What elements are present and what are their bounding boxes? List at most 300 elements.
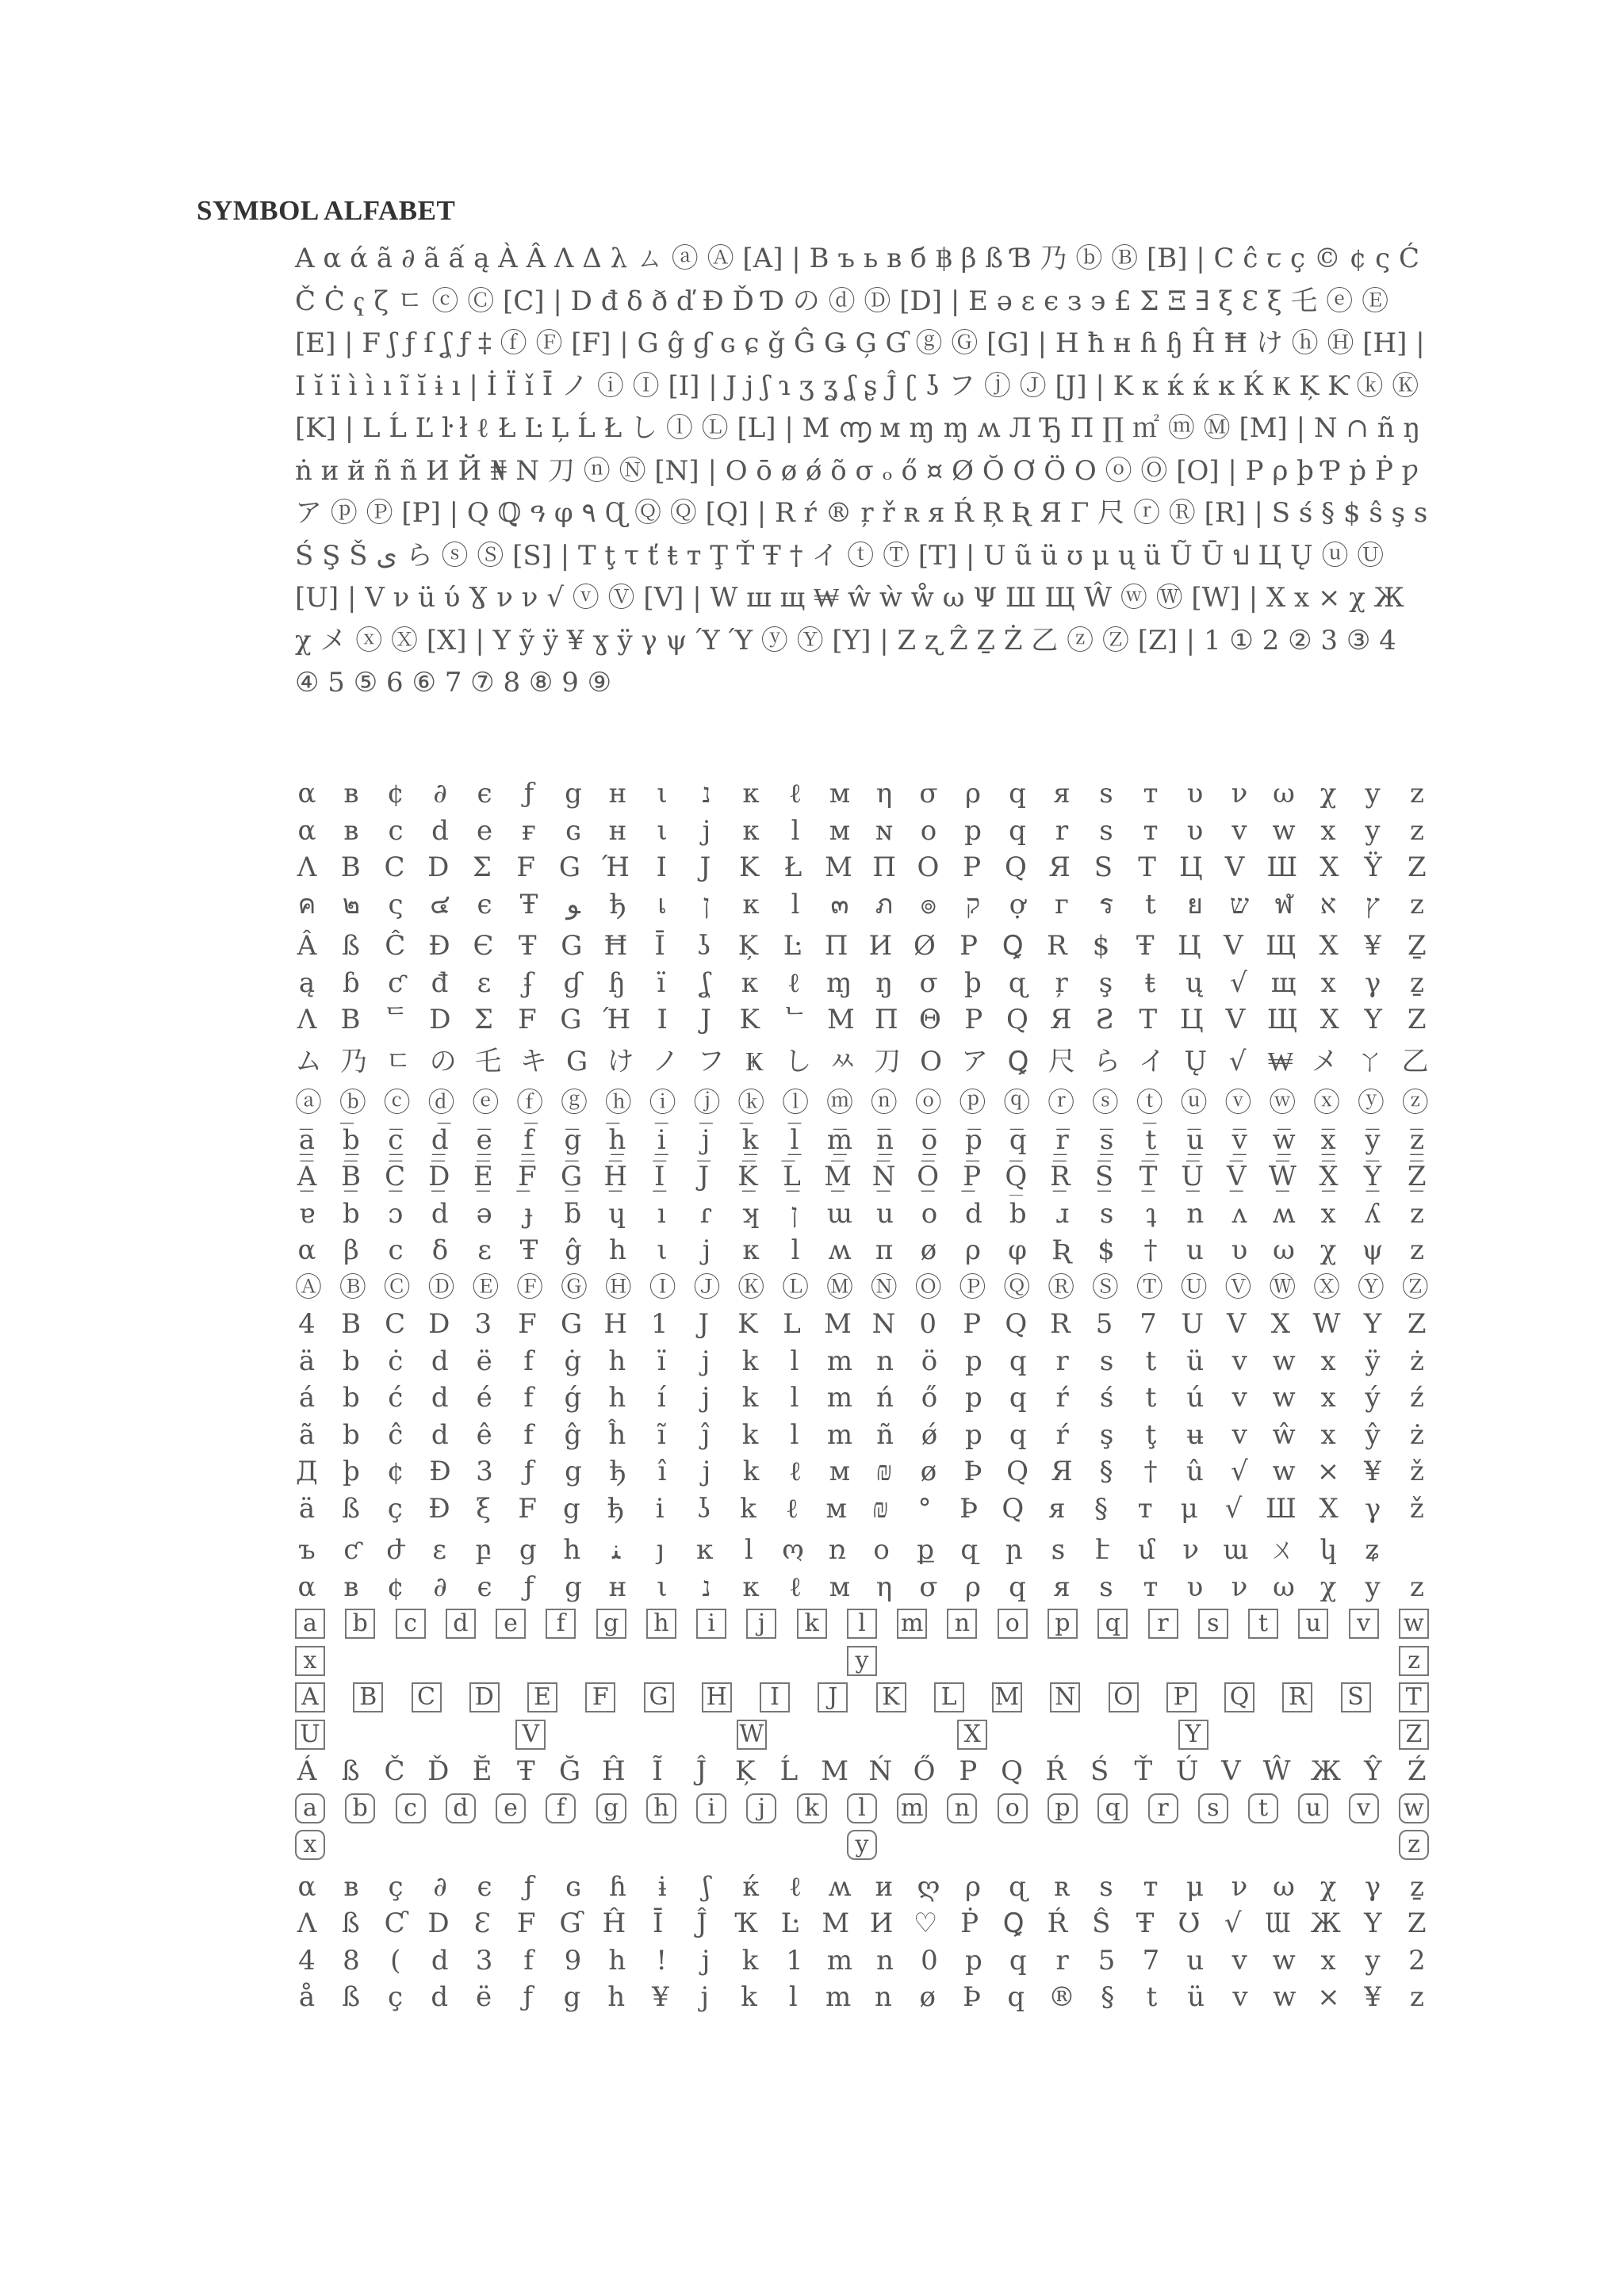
glyph: ε — [432, 1534, 447, 1566]
glyph: ƒ — [523, 1870, 534, 1903]
glyph: ţ — [1145, 1418, 1157, 1451]
glyph: m — [826, 1345, 853, 1377]
glyph: n — [947, 1793, 977, 1823]
glyph: J — [699, 851, 711, 883]
glyph: Č — [384, 1755, 405, 1787]
alphabet-row — [295, 1979, 1429, 2016]
glyph: j — [701, 1382, 710, 1414]
glyph: q̲̅ — [1009, 1123, 1027, 1156]
glyph: ɹ — [1055, 1197, 1070, 1230]
glyph: u̲̅ — [1186, 1123, 1205, 1156]
glyph: η — [875, 778, 893, 809]
glyph: Λ — [297, 1908, 317, 1939]
glyph: η — [875, 1571, 893, 1603]
glyph: V — [1225, 1004, 1246, 1035]
glyph: ü — [1186, 1345, 1205, 1377]
glyph: к — [742, 1571, 760, 1603]
glyph: w — [1272, 1345, 1296, 1377]
glyph: Ⓟ — [959, 1271, 986, 1303]
glyph: ƒ — [523, 1981, 534, 2013]
glyph: l — [791, 1234, 800, 1266]
glyph: Ꝗ — [1007, 1045, 1029, 1077]
glyph: ๓ — [830, 888, 849, 920]
glyph: P — [959, 1755, 978, 1787]
alphabet-row — [295, 1122, 1429, 1159]
glyph: D — [429, 1004, 451, 1035]
glyph: ĸ — [696, 1534, 713, 1566]
glyph: 3 — [474, 1308, 492, 1340]
glyph: b̲̅ — [343, 1123, 360, 1156]
glyph: Ť — [1134, 1755, 1153, 1787]
glyph: D — [427, 851, 450, 883]
glyph: ғ — [522, 814, 536, 847]
glyph: ʖ — [696, 930, 711, 962]
glyph: c — [396, 1609, 426, 1639]
glyph: Ú — [1175, 1755, 1199, 1787]
symbol-letter-list — [295, 238, 1429, 705]
glyph: S — [1094, 851, 1113, 883]
glyph: γ — [1364, 966, 1381, 999]
glyph: ø — [919, 1981, 936, 2013]
glyph: i — [655, 1492, 665, 1525]
glyph: ß — [342, 1492, 360, 1525]
glyph: Y — [1363, 1308, 1382, 1340]
glyph: M — [827, 1004, 855, 1035]
glyph: F — [585, 1682, 615, 1712]
alphabet-row — [295, 1196, 1429, 1233]
glyph: § — [1101, 1981, 1115, 2013]
glyph: ƈ — [343, 1534, 359, 1566]
glyph: ﻨ — [612, 1534, 621, 1566]
glyph: ÿ — [1365, 1345, 1381, 1377]
glyph: k — [741, 1418, 759, 1451]
glyph: 乇 — [474, 1045, 502, 1077]
glyph: ω — [1273, 1234, 1295, 1266]
glyph: ㄨ — [1269, 1534, 1297, 1566]
glyph: Ж — [1310, 1908, 1341, 1939]
glyph: g — [562, 1492, 580, 1525]
glyph: Þ — [963, 1456, 982, 1487]
glyph: F — [518, 1004, 537, 1035]
glyph: ɔ — [388, 1197, 404, 1230]
glyph: 0 — [919, 1308, 936, 1340]
glyph: t — [1145, 1345, 1157, 1377]
glyph: ⓦ — [1269, 1087, 1297, 1119]
glyph: F — [516, 1908, 536, 1939]
glyph: Ꝗ — [1002, 1908, 1025, 1939]
glyph: o — [921, 1197, 938, 1230]
glyph: Q — [1004, 851, 1027, 883]
glyph: f — [546, 1609, 576, 1639]
glyph: A — [295, 1682, 325, 1712]
glyph: Ī — [654, 930, 665, 962]
glyph: o — [998, 1793, 1028, 1823]
glyph: ρ — [965, 778, 981, 809]
glyph: v — [1231, 814, 1247, 847]
glyph: 4 — [298, 1308, 316, 1340]
glyph: Ꝗ — [1002, 930, 1024, 962]
glyph: V — [1224, 851, 1245, 883]
glyph: b — [343, 1345, 360, 1377]
glyph: L̲̅ — [783, 1161, 801, 1192]
glyph: Ʊ — [1178, 1908, 1201, 1939]
glyph: Ⓗ — [604, 1271, 632, 1303]
glyph: m — [826, 1944, 853, 1976]
glyph: e̲̅ — [476, 1123, 492, 1156]
glyph: B — [340, 1004, 361, 1035]
glyph: м — [829, 778, 851, 809]
glyph: ⓨ — [1357, 1087, 1385, 1119]
glyph: ק — [965, 888, 981, 920]
glyph: м — [829, 1456, 851, 1487]
glyph: Z — [1407, 1308, 1427, 1340]
glyph: я — [1048, 1492, 1066, 1525]
glyph: b — [343, 1418, 360, 1451]
glyph: 2 — [1408, 1944, 1426, 1976]
glyph: I — [760, 1682, 790, 1712]
glyph: h — [609, 1234, 626, 1266]
glyph: Ğ — [559, 1755, 581, 1787]
glyph: g̲̅ — [564, 1123, 582, 1156]
glyph: P — [1166, 1682, 1197, 1712]
glyph: R — [1282, 1682, 1312, 1712]
glyph: 3 — [475, 1944, 493, 1976]
glyph: ¢ — [387, 778, 404, 809]
glyph: y̲̅ — [1365, 1123, 1381, 1156]
glyph: P — [964, 1004, 983, 1035]
glyph: U — [295, 1720, 325, 1750]
glyph: է — [1095, 1534, 1109, 1566]
glyph: v̲̅ — [1231, 1123, 1247, 1156]
glyph: X — [1319, 930, 1339, 962]
glyph: м — [829, 1571, 851, 1603]
glyph: F — [516, 851, 535, 883]
glyph: ¥ — [1364, 1456, 1381, 1487]
glyph: u — [876, 1197, 894, 1230]
glyph: в — [343, 1870, 359, 1903]
glyph: Ŝ — [1092, 1908, 1111, 1939]
glyph: p̲̅ — [964, 1123, 982, 1156]
glyph: ⓥ — [1224, 1087, 1252, 1119]
glyph: E̲̅ — [473, 1161, 493, 1192]
glyph: l̲̅ — [790, 1123, 799, 1156]
glyph: 4 — [298, 1944, 316, 1976]
glyph: δ — [431, 1234, 449, 1266]
glyph: の — [429, 1045, 457, 1077]
glyph: m — [825, 1981, 852, 2013]
glyph: l — [790, 1418, 799, 1451]
glyph: Χ — [1319, 1492, 1339, 1525]
glyph: ա — [1223, 1534, 1249, 1566]
glyph: χ — [1320, 1870, 1337, 1903]
glyph: C — [385, 1308, 406, 1340]
glyph: g — [565, 1571, 582, 1603]
glyph: Ⓧ — [1313, 1271, 1341, 1303]
alphabet-row — [295, 928, 1429, 965]
page-title: SYMBOL ALFABET — [197, 195, 456, 226]
glyph: Д — [296, 1456, 318, 1487]
glyph: Ł — [783, 851, 802, 883]
glyph: u — [1298, 1793, 1328, 1823]
glyph: Ц — [1179, 851, 1203, 883]
glyph: σ — [919, 778, 938, 809]
glyph: ア — [961, 1045, 989, 1077]
glyph: † — [1143, 1456, 1158, 1487]
glyph: ŋ — [875, 966, 894, 999]
glyph: Z — [1407, 1004, 1427, 1035]
glyph: i̲̅ — [657, 1123, 666, 1156]
glyph: O̲̅ — [917, 1161, 940, 1192]
glyph: я — [1053, 778, 1071, 809]
glyph: n — [875, 1981, 892, 2013]
glyph: b — [1009, 1197, 1027, 1230]
glyph: Ⓘ — [649, 1271, 676, 1303]
glyph: y — [1365, 814, 1381, 847]
glyph: Ⓐ — [295, 1271, 322, 1303]
glyph: v — [1231, 1345, 1247, 1377]
glyph: ş — [1099, 1418, 1114, 1451]
rounded-lower-row — [295, 1790, 1429, 1827]
glyph: d — [964, 1197, 982, 1230]
glyph: 乃 — [339, 1045, 367, 1077]
alphabet-row — [295, 849, 1429, 886]
glyph: p — [964, 1345, 982, 1377]
glyph: Ш — [1266, 851, 1298, 883]
glyph: Ŕ — [1047, 1908, 1068, 1939]
glyph: g — [565, 778, 582, 809]
glyph: Q — [1002, 1492, 1025, 1525]
glyph: ℓ — [785, 1492, 799, 1525]
glyph: i — [696, 1793, 726, 1823]
glyph: ź — [1409, 1382, 1424, 1414]
glyph: m — [826, 1382, 853, 1414]
glyph: ⓕ — [516, 1087, 544, 1119]
boxed-upper-row-cont — [295, 1716, 1429, 1754]
glyph: Ŧ — [1136, 1908, 1155, 1939]
glyph: ʑ — [1365, 1534, 1381, 1566]
glyph: z̲̅ — [1409, 1123, 1424, 1156]
glyph: m — [826, 1418, 853, 1451]
glyph: ı — [657, 1197, 666, 1230]
glyph: 刀 — [874, 1045, 902, 1077]
glyph: B — [341, 1308, 362, 1340]
glyph: j — [746, 1609, 776, 1639]
glyph: V — [1221, 1755, 1241, 1787]
glyph: մ — [1138, 1534, 1155, 1566]
glyph: ś — [1099, 1382, 1114, 1414]
glyph: ġ — [564, 1345, 582, 1377]
glyph: ʆ — [701, 966, 710, 999]
glyph: t — [1248, 1793, 1278, 1823]
glyph: h̲̅ — [608, 1123, 626, 1156]
glyph: S̲̅ — [1094, 1161, 1114, 1192]
glyph: A̲̅ — [297, 1161, 317, 1192]
glyph: ժ — [386, 1534, 404, 1566]
glyph: ɢ — [565, 814, 581, 847]
glyph: Q — [1001, 1755, 1024, 1787]
glyph: Q — [1224, 1682, 1254, 1712]
glyph: s̲̅ — [1099, 1123, 1114, 1156]
glyph: ㄚ — [1356, 1045, 1384, 1077]
glyph: d̲̅ — [431, 1123, 449, 1156]
glyph: ђ — [609, 888, 626, 920]
glyph: r — [1148, 1793, 1178, 1823]
glyph: X — [957, 1720, 987, 1750]
glyph: χ — [1320, 1234, 1337, 1266]
glyph: x — [1320, 1944, 1336, 1976]
glyph: Þ — [959, 1492, 979, 1525]
glyph: υ — [1186, 778, 1204, 809]
glyph: є — [477, 778, 492, 809]
glyph: υ — [1186, 1571, 1204, 1603]
glyph: j — [746, 1793, 776, 1823]
glyph: ć — [388, 1382, 404, 1414]
glyph: p — [964, 1418, 982, 1451]
glyph: r — [1055, 1944, 1069, 1976]
glyph: u — [1298, 1609, 1328, 1639]
glyph: σ — [919, 1571, 938, 1603]
glyph: ʍ — [828, 1870, 852, 1903]
glyph: ⓣ — [1136, 1087, 1163, 1119]
glyph: Ⓙ — [693, 1271, 721, 1303]
glyph: ú — [1186, 1382, 1205, 1414]
glyph: ĝ — [565, 1234, 582, 1266]
glyph: ʎ — [1365, 1197, 1381, 1230]
glyph: G — [561, 930, 583, 962]
glyph: Ц — [1180, 1004, 1204, 1035]
glyph: ᄂ — [781, 1004, 808, 1035]
glyph: k̲̅ — [741, 1123, 759, 1156]
glyph: Ĩ — [652, 1755, 663, 1787]
glyph: Ŕ — [1045, 1755, 1067, 1787]
glyph: U̲̅ — [1181, 1161, 1205, 1192]
glyph: ! — [656, 1944, 668, 1976]
glyph: O — [917, 851, 940, 883]
glyph: K — [738, 851, 760, 883]
glyph: ց — [519, 1534, 537, 1566]
glyph: Ɯ — [1265, 1908, 1291, 1939]
glyph: ω — [1273, 1870, 1295, 1903]
glyph: g — [563, 1981, 581, 2013]
glyph: D — [427, 1908, 450, 1939]
glyph: o — [920, 814, 937, 847]
glyph: 1 — [650, 1308, 668, 1340]
glyph: e — [496, 1609, 526, 1639]
glyph: Q — [1005, 1308, 1028, 1340]
glyph: Я — [1048, 851, 1071, 883]
glyph: √ — [1228, 1045, 1247, 1077]
letter-list-paragraph: A α ά ã ∂ ã ấ ą À Â Λ Δ λ ㄙ ⓐ Ⓐ [A] | B ъ ь в б ฿ β ß Ɓ 乃 ⓑ Ⓑ [B] | C ĉ ꞇ ç © ¢ ς Ć Č Ċ ҁ ζ ㄷ ⓒ Ⓒ [C] | D đ δ ð ď Đ Ď Ɗ の ⓓ Ⓓ [D] | E ә ε є з э £ Σ Ξ ∃ ξ Ɛ ξ 乇 ⓔ Ⓔ [E] | F ʃ ƒ ſ ʆ ƒ ‡ ⓕ Ⓕ [F] | G ĝ ɠ ɢ ɕ ǧ Ĝ Ǥ Ģ Ɠ ⓖ Ⓖ [G] | H ħ н ɦ ɧ Ĥ Ħ け ⓗ Ⓗ [H] | I ĭ ï ì ì ı ĩ ĭ ɨ ı | İ Ϊ ǐ Ī ノ ⓘ Ⓘ [I] | J j ʃ ɿ ʒ ʓ ʆ ʂ Ĵ ʗ ʖ フ ⓙ Ⓙ [J] | K κ ќ ќ ĸ Ќ Ҝ Ķ Ƙ ⓚ Ⓚ [K] | L Ĺ Ľ ŀ ł ℓ Ł Ŀ Ļ Ĺ Ł し ⓛ Ⓛ [L] | M ൬ м ɱ ɱ ʍ Л Ђ П ∏ ㎡ ⓜ Ⓜ [M] | N ∩ ñ ŋ ṅ и й ñ ñ И Й ₦ Ν 刀 ⓝ Ⓝ [N] | O ō ø ǿ õ σ ₒ ő ¤ Ø Ŏ Ơ Ö O ⓞ Ⓞ [O] | P ρ þ Ƥ ṗ Ṗ ƿ ア ⓟ Ⓟ [P] | Q ℚ ዓ φ ٩ Ɋ Ⓠ Ⓠ [Q] | R ŕ ® ŗ ř ʀ я Ŕ Ŗ Ʀ Я Γ 尺 ⓡ Ⓡ [R] | S ś § $ ŝ ş s Ś Ş Š ى ら ⓢ Ⓢ [S] | T ţ τ ť ŧ т Ţ Ť Ŧ † イ ⓣ Ⓣ [T] | U ũ ü ʊ μ ų ü Ũ Ū ป Ц Ų ⓤ Ⓤ [U] | V ν ü ύ Ɣ ν ν √ ⓥ Ⓥ [V] | W ш щ ₩ ŵ ẁ ẘ ω Ψ Ш Щ Ŵ ⓦ Ⓦ [W] | X x × χ Ж χ メ ⓧ Ⓧ [X] | Y ỹ ÿ ¥ ɣ ÿ γ ψ Ύ Ύ ⓨ Ⓨ [Y] | Z ʐ Ẑ Ẕ Ż 乙 ⓩ Ⓩ [Z] | 1 ① 2 ② 3 ③ 4 ④ 5 ⑤ 6 ⑥ 7 ⑦ 8 ⑧ 9 ⑨ — [295, 243, 1428, 698]
glyph: ê — [476, 1418, 492, 1451]
glyph: н — [608, 1571, 627, 1603]
glyph: m — [897, 1609, 927, 1639]
glyph: ý — [1365, 1382, 1381, 1414]
accent-row — [295, 1753, 1429, 1790]
glyph: ö — [921, 1345, 938, 1377]
glyph: Ⓦ — [1269, 1271, 1297, 1303]
glyph: q — [1009, 1571, 1026, 1603]
glyph: p — [964, 1944, 982, 1976]
glyph: d — [446, 1609, 476, 1639]
glyph: Θ — [918, 1004, 941, 1035]
glyph: ɾ — [699, 1197, 712, 1230]
glyph: χ — [1320, 778, 1337, 809]
glyph: z — [1410, 888, 1424, 920]
glyph: z — [1410, 814, 1424, 847]
glyph: ş — [1098, 966, 1113, 999]
glyph: n̲̅ — [876, 1123, 894, 1156]
glyph: x — [1320, 1418, 1336, 1451]
glyph: ż — [1409, 1345, 1424, 1377]
glyph: h — [646, 1609, 676, 1639]
glyph: t — [1145, 1382, 1157, 1414]
glyph: υ — [1186, 814, 1204, 847]
glyph: Ⓚ — [737, 1271, 765, 1303]
glyph: Ш — [1266, 1492, 1297, 1525]
glyph: j̲̅ — [701, 1123, 710, 1156]
glyph: z — [1410, 778, 1424, 809]
glyph: ν — [1231, 1870, 1248, 1903]
glyph: Ƈ — [384, 1908, 405, 1939]
glyph: 5 — [1097, 1944, 1116, 1976]
glyph: ψ — [1362, 1234, 1384, 1266]
glyph: ® — [1048, 1981, 1075, 2013]
glyph: r — [1055, 814, 1069, 847]
glyph: ץ — [1365, 888, 1380, 920]
glyph: a — [295, 1609, 325, 1639]
glyph: ν — [1231, 1571, 1248, 1603]
glyph: G — [644, 1682, 674, 1712]
glyph: β — [343, 1234, 359, 1266]
glyph: C — [412, 1682, 442, 1712]
glyph: Ŧ — [519, 888, 538, 920]
glyph: y — [847, 1830, 877, 1860]
glyph: Я — [1050, 1004, 1072, 1035]
glyph: H — [702, 1682, 732, 1712]
glyph: Ŵ — [1262, 1755, 1291, 1787]
glyph: ẕ — [1409, 966, 1424, 999]
glyph: I̲̅ — [654, 1161, 665, 1192]
glyph: ɋ — [1009, 1870, 1026, 1903]
glyph: T — [1399, 1682, 1429, 1712]
glyph: ĩ — [657, 1418, 666, 1451]
glyph: ŧ — [1144, 966, 1156, 999]
glyph: ⓜ — [825, 1087, 853, 1119]
glyph: ʍ — [828, 1234, 852, 1266]
glyph: ⓟ — [959, 1087, 986, 1119]
glyph: f — [523, 1418, 534, 1451]
glyph: ⓝ — [870, 1087, 898, 1119]
glyph: Ṗ — [960, 1908, 979, 1939]
glyph: I — [657, 1004, 668, 1035]
glyph: $ — [1092, 930, 1110, 962]
glyph: ɐ — [298, 1197, 316, 1230]
glyph: ŵ — [1272, 1418, 1296, 1451]
glyph: Ⓣ — [1136, 1271, 1163, 1303]
glyph: Ĥ — [602, 1755, 626, 1787]
glyph: ς — [388, 888, 404, 920]
glyph: ν — [1182, 1534, 1200, 1566]
glyph: G — [560, 1308, 583, 1340]
glyph: v — [1231, 1418, 1247, 1451]
glyph: B — [340, 851, 361, 883]
glyph: н — [608, 778, 627, 809]
glyph: メ — [1311, 1045, 1339, 1077]
glyph: ¢ — [387, 1456, 404, 1487]
glyph: Ų — [1184, 1045, 1208, 1077]
glyph: ⓤ — [1180, 1087, 1208, 1119]
glyph: b — [343, 1197, 360, 1230]
